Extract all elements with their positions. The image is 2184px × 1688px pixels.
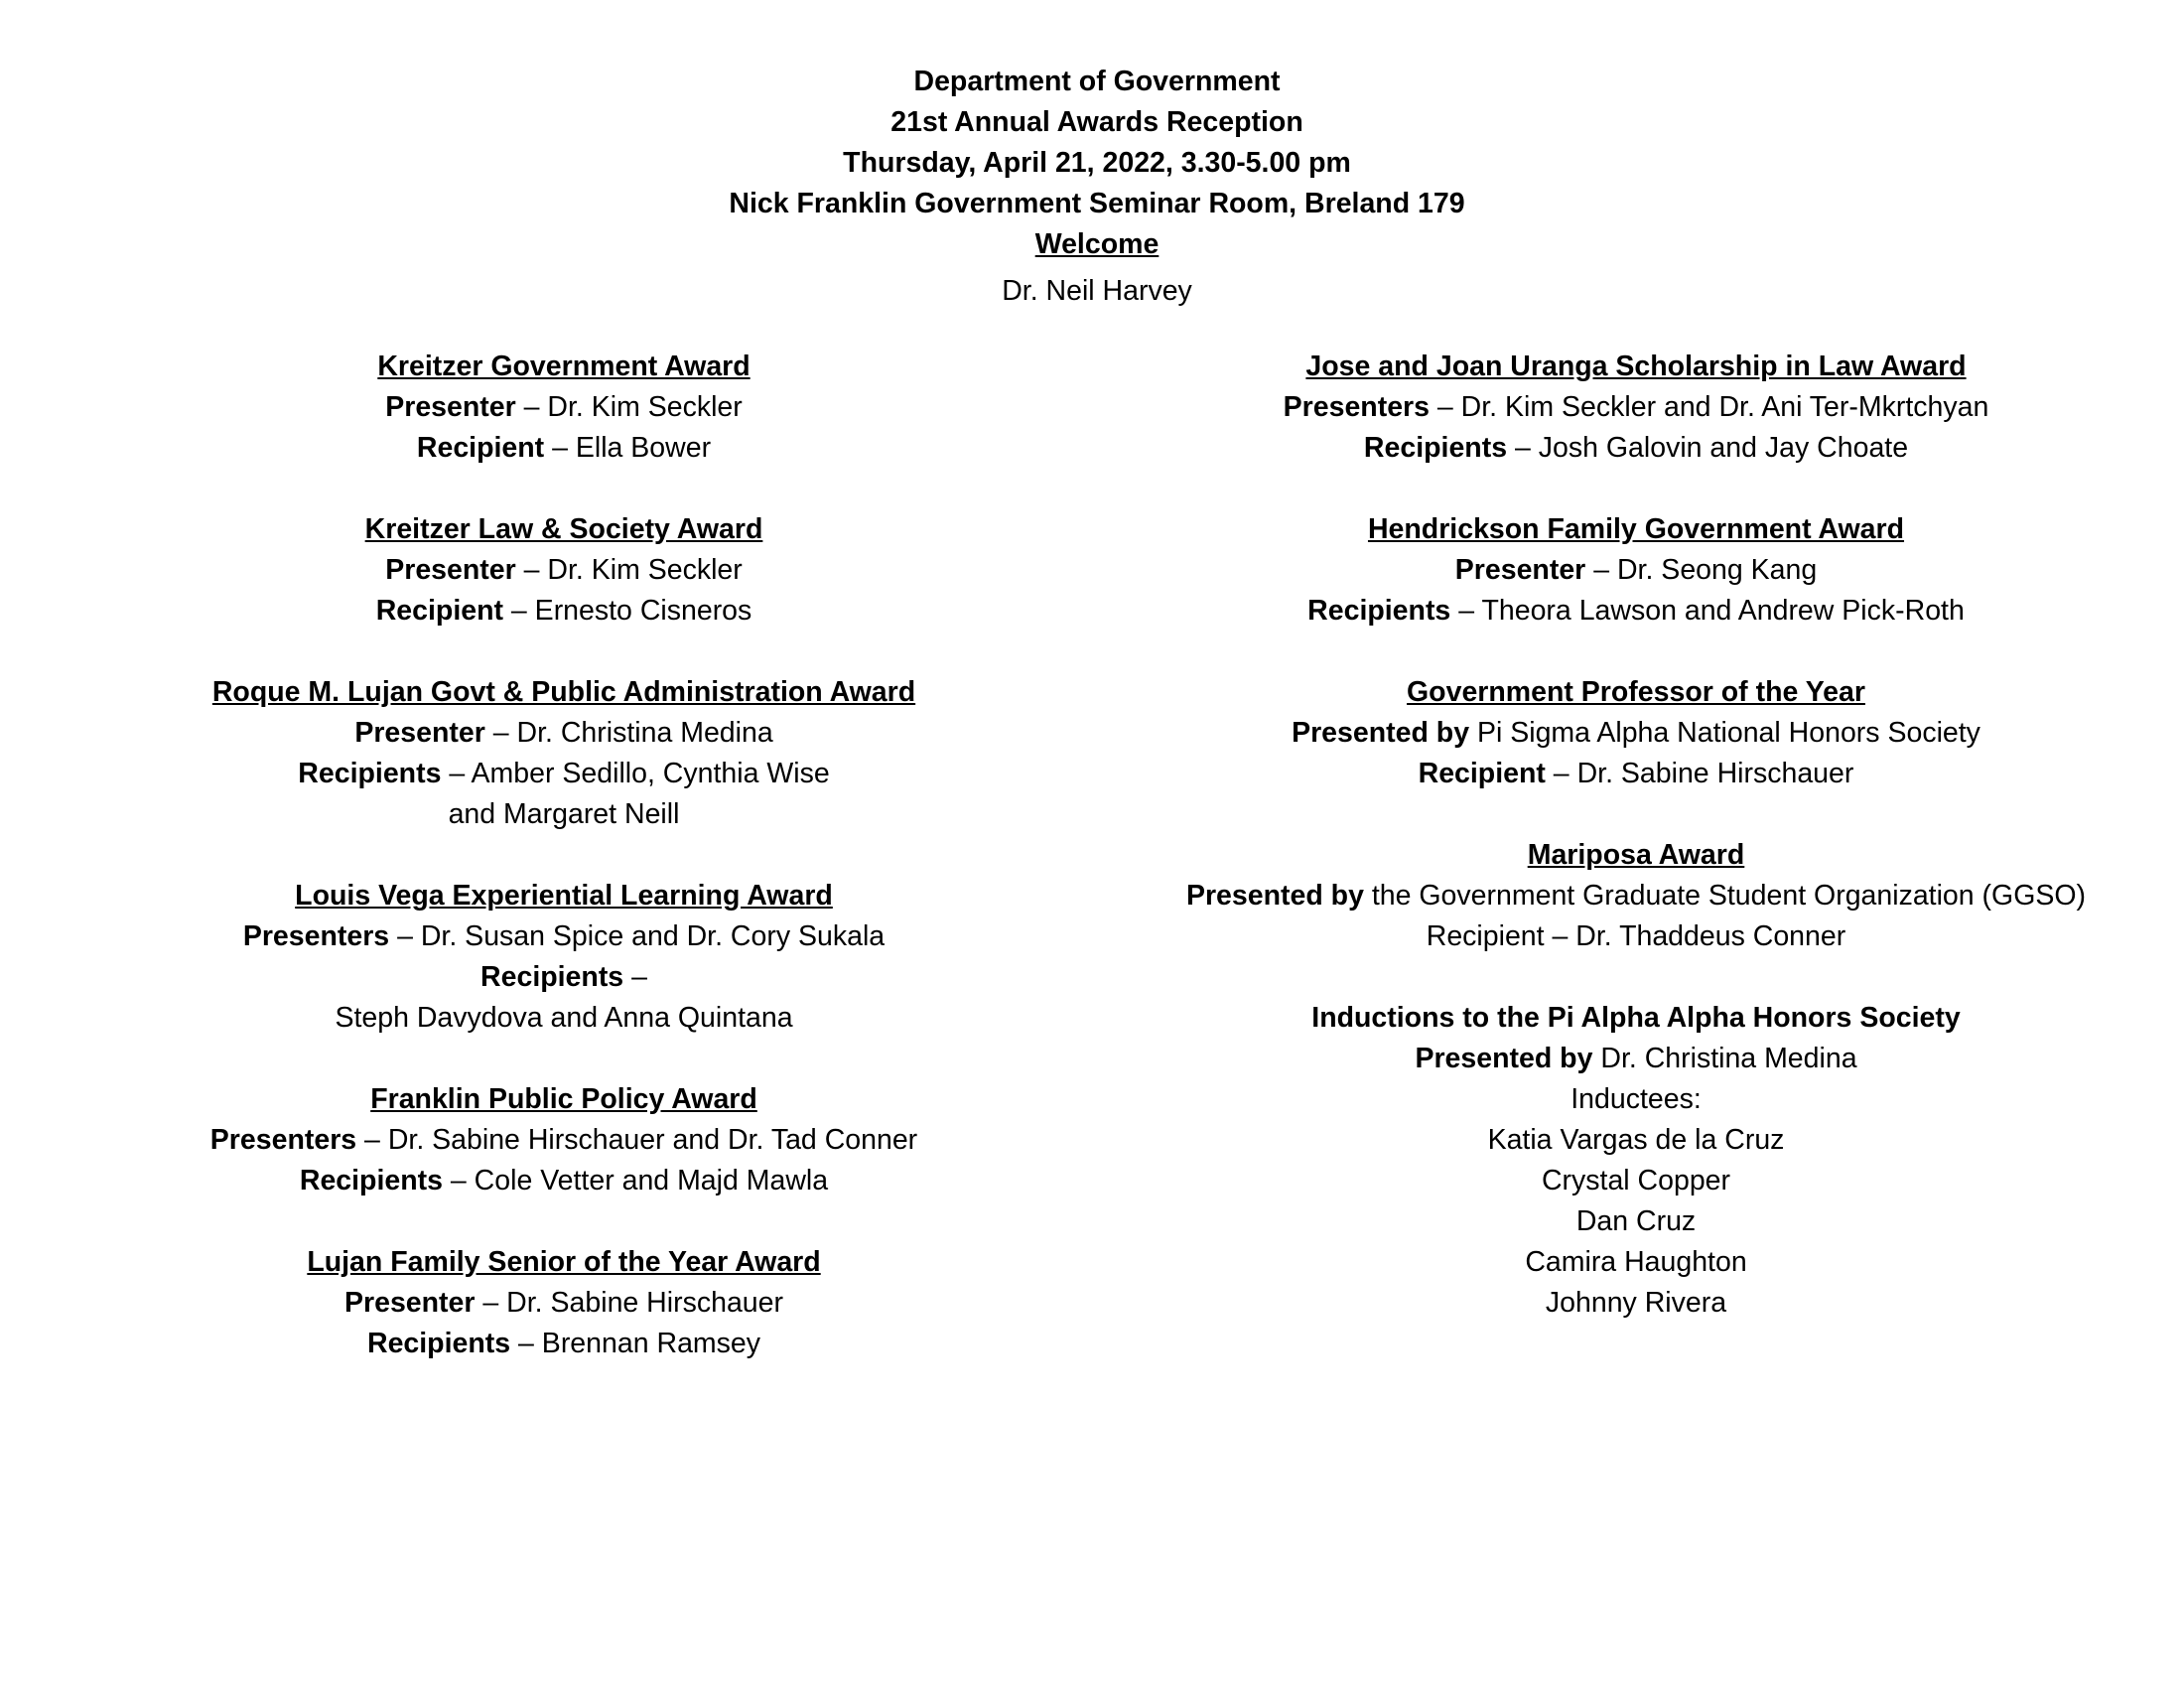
- award-detail-line: [1150, 387, 2122, 428]
- detail-text: – Dr. Kim Seckler and Dr. Ani Ter-Mkrtchyan: [1430, 391, 1989, 423]
- detail-text: – Dr. Christina Medina: [484, 717, 773, 749]
- detail-text: – Dr. Sabine Hirschauer: [1545, 758, 1854, 789]
- award-detail-line: [1150, 916, 2122, 957]
- award-detail-line: [177, 591, 951, 632]
- award-detail-line: [1150, 1161, 2122, 1201]
- award-detail-line: [1150, 428, 2122, 469]
- award-title: Mariposa Award: [1527, 839, 1745, 871]
- detail-text: – Dr. Kim Seckler: [515, 554, 743, 586]
- role-label: Presenters: [209, 1124, 357, 1156]
- award-detail-line: [177, 754, 951, 794]
- award-section: [177, 347, 951, 469]
- detail-text: – Josh Galovin and Jay Choate: [1507, 432, 1909, 464]
- award-title: Kreitzer Law & Society Award: [364, 513, 763, 545]
- award-detail-line: [1150, 1201, 2122, 1242]
- award-title: Lujan Family Senior of the Year Award: [307, 1246, 821, 1278]
- role-label: Recipients: [1363, 432, 1508, 464]
- role-label: Recipients: [366, 1328, 511, 1359]
- role-label: Recipient: [1418, 758, 1546, 789]
- detail-text: Katia Vargas de la Cruz: [1487, 1124, 1785, 1156]
- role-label: Presenter: [385, 554, 516, 586]
- award-title: Louis Vega Experiential Learning Award: [295, 880, 833, 912]
- left-awards-column: [177, 347, 951, 1405]
- award-detail-line: [1150, 713, 2122, 754]
- role-label: Presenter: [385, 391, 516, 423]
- event-title: 21st Annual Awards Reception: [890, 106, 1303, 138]
- award-section: [1150, 672, 2122, 794]
- detail-text: –: [623, 961, 647, 993]
- role-label: Recipient: [416, 432, 545, 464]
- detail-text: Pi Sigma Alpha National Honors Society: [1469, 717, 1980, 749]
- award-detail-line: [1150, 1242, 2122, 1283]
- role-label: Recipients: [480, 961, 624, 993]
- award-title: Government Professor of the Year: [1407, 676, 1865, 708]
- detail-text: Johnny Rivera: [1545, 1287, 1727, 1319]
- award-detail-line: [1150, 1120, 2122, 1161]
- award-detail-line: [177, 428, 951, 469]
- award-detail-line: [177, 1324, 951, 1364]
- program-header: [0, 62, 2184, 312]
- detail-text: – Dr. Sabine Hirschauer: [475, 1287, 783, 1319]
- award-detail-line: [177, 794, 951, 835]
- award-detail-line: [1150, 1283, 2122, 1324]
- award-title: Hendrickson Family Government Award: [1367, 513, 1905, 545]
- award-detail-line: [1150, 876, 2122, 916]
- detail-text: – Amber Sedillo, Cynthia Wise: [441, 758, 830, 789]
- detail-text: the Government Graduate Student Organization (GGSO): [1363, 880, 2087, 912]
- detail-text: Camira Haughton: [1525, 1246, 1747, 1278]
- right-awards-column: [1150, 347, 2122, 1364]
- role-label: Presented by: [1292, 717, 1470, 749]
- award-section: [177, 1079, 951, 1201]
- award-title: Roque M. Lujan Govt & Public Administration Award: [211, 676, 916, 708]
- award-section: [1150, 509, 2122, 632]
- award-title: Franklin Public Policy Award: [370, 1083, 757, 1115]
- role-label: Presenters: [1283, 391, 1430, 423]
- role-label: Presenters: [242, 920, 390, 952]
- award-section: [177, 672, 951, 835]
- award-detail-line: [1150, 550, 2122, 591]
- welcome-speaker: Dr. Neil Harvey: [1002, 275, 1192, 307]
- detail-text: – Dr. Seong Kang: [1585, 554, 1818, 586]
- role-label: Recipients: [298, 758, 442, 789]
- detail-text: – Ella Bower: [544, 432, 712, 464]
- department-title: Department of Government: [913, 66, 1281, 97]
- award-section: [1150, 835, 2122, 957]
- role-label: Presented by: [1415, 1043, 1593, 1074]
- award-section: [177, 1242, 951, 1364]
- detail-text: and Margaret Neill: [448, 798, 680, 830]
- award-detail-line: [177, 1283, 951, 1324]
- award-detail-line: [177, 916, 951, 957]
- event-venue: Nick Franklin Government Seminar Room, Breland 179: [729, 188, 1465, 219]
- welcome-heading: Welcome: [1034, 228, 1160, 260]
- role-label: Presenter: [344, 1287, 476, 1319]
- detail-text: – Cole Vetter and Majd Mawla: [443, 1165, 829, 1196]
- role-label: Recipients: [299, 1165, 443, 1196]
- detail-text: Recipient – Dr. Thaddeus Conner: [1426, 920, 1846, 952]
- award-section: [177, 509, 951, 632]
- award-detail-line: [177, 713, 951, 754]
- detail-text: Dan Cruz: [1575, 1205, 1697, 1237]
- event-datetime: Thursday, April 21, 2022, 3.30-5.00 pm: [843, 147, 1351, 179]
- detail-text: Inductees:: [1570, 1083, 1702, 1115]
- award-title: Jose and Joan Uranga Scholarship in Law Award: [1305, 351, 1967, 382]
- award-section: [177, 876, 951, 1039]
- award-detail-line: [177, 998, 951, 1039]
- detail-text: – Theora Lawson and Andrew Pick-Roth: [1450, 595, 1965, 627]
- award-detail-line: [1150, 1039, 2122, 1079]
- role-label: Presenter: [354, 717, 485, 749]
- detail-text: Crystal Copper: [1541, 1165, 1731, 1196]
- detail-text: Dr. Christina Medina: [1592, 1043, 1857, 1074]
- award-detail-line: [1150, 591, 2122, 632]
- award-detail-line: [177, 957, 951, 998]
- award-detail-line: [177, 550, 951, 591]
- detail-text: – Brennan Ramsey: [510, 1328, 761, 1359]
- role-label: Recipient: [375, 595, 503, 627]
- award-detail-line: [1150, 754, 2122, 794]
- role-label: Recipients: [1307, 595, 1451, 627]
- award-title: Inductions to the Pi Alpha Alpha Honors Society: [1311, 1002, 1961, 1034]
- award-section: [1150, 998, 2122, 1324]
- detail-text: Steph Davydova and Anna Quintana: [335, 1002, 793, 1034]
- detail-text: – Dr. Sabine Hirschauer and Dr. Tad Conner: [356, 1124, 918, 1156]
- award-section: [1150, 347, 2122, 469]
- role-label: Presenter: [1454, 554, 1586, 586]
- detail-text: – Dr. Kim Seckler: [515, 391, 743, 423]
- role-label: Presented by: [1185, 880, 1364, 912]
- award-detail-line: [177, 1120, 951, 1161]
- award-detail-line: [1150, 1079, 2122, 1120]
- detail-text: – Ernesto Cisneros: [503, 595, 752, 627]
- award-detail-line: [177, 1161, 951, 1201]
- detail-text: – Dr. Susan Spice and Dr. Cory Sukala: [389, 920, 886, 952]
- award-detail-line: [177, 387, 951, 428]
- award-title: Kreitzer Government Award: [377, 351, 751, 382]
